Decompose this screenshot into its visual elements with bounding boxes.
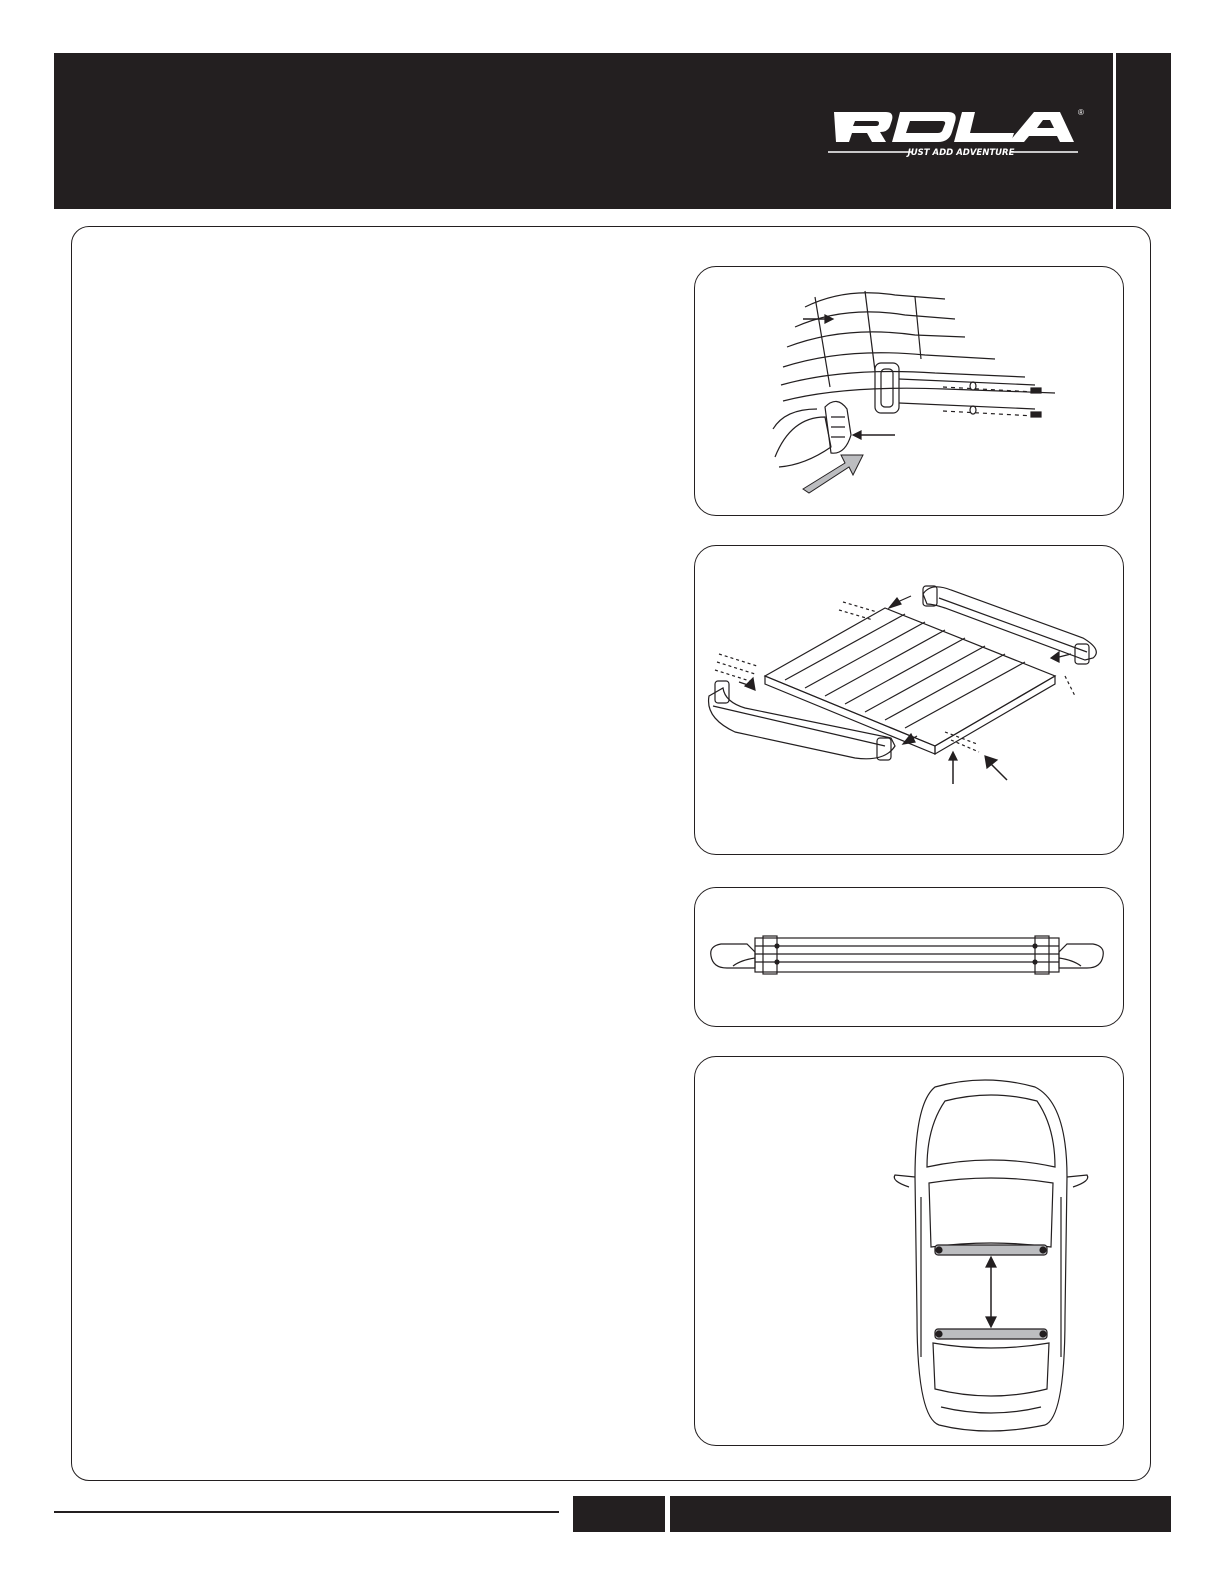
figure-end-cap-install — [694, 266, 1124, 516]
figure-vehicle-top-view — [694, 1056, 1124, 1446]
logo-tagline: JUST ADD ADVENTURE — [907, 148, 1015, 158]
footer-bar — [670, 1496, 1171, 1532]
figure-rack-side-view — [694, 887, 1124, 1027]
rack-exploded-view-illustration — [695, 546, 1124, 855]
end-cap-assembly-illustration — [695, 267, 1124, 516]
figure-rack-assembly — [694, 545, 1124, 855]
footer-page-box — [573, 1496, 665, 1532]
footer-rule — [54, 1511, 559, 1513]
registered-mark: ® — [1078, 108, 1084, 117]
header-divider — [1113, 53, 1116, 209]
vehicle-crossbar-spacing-illustration — [695, 1057, 1124, 1446]
rack-side-profile-illustration — [695, 888, 1124, 1027]
rola-logo — [828, 104, 1092, 160]
